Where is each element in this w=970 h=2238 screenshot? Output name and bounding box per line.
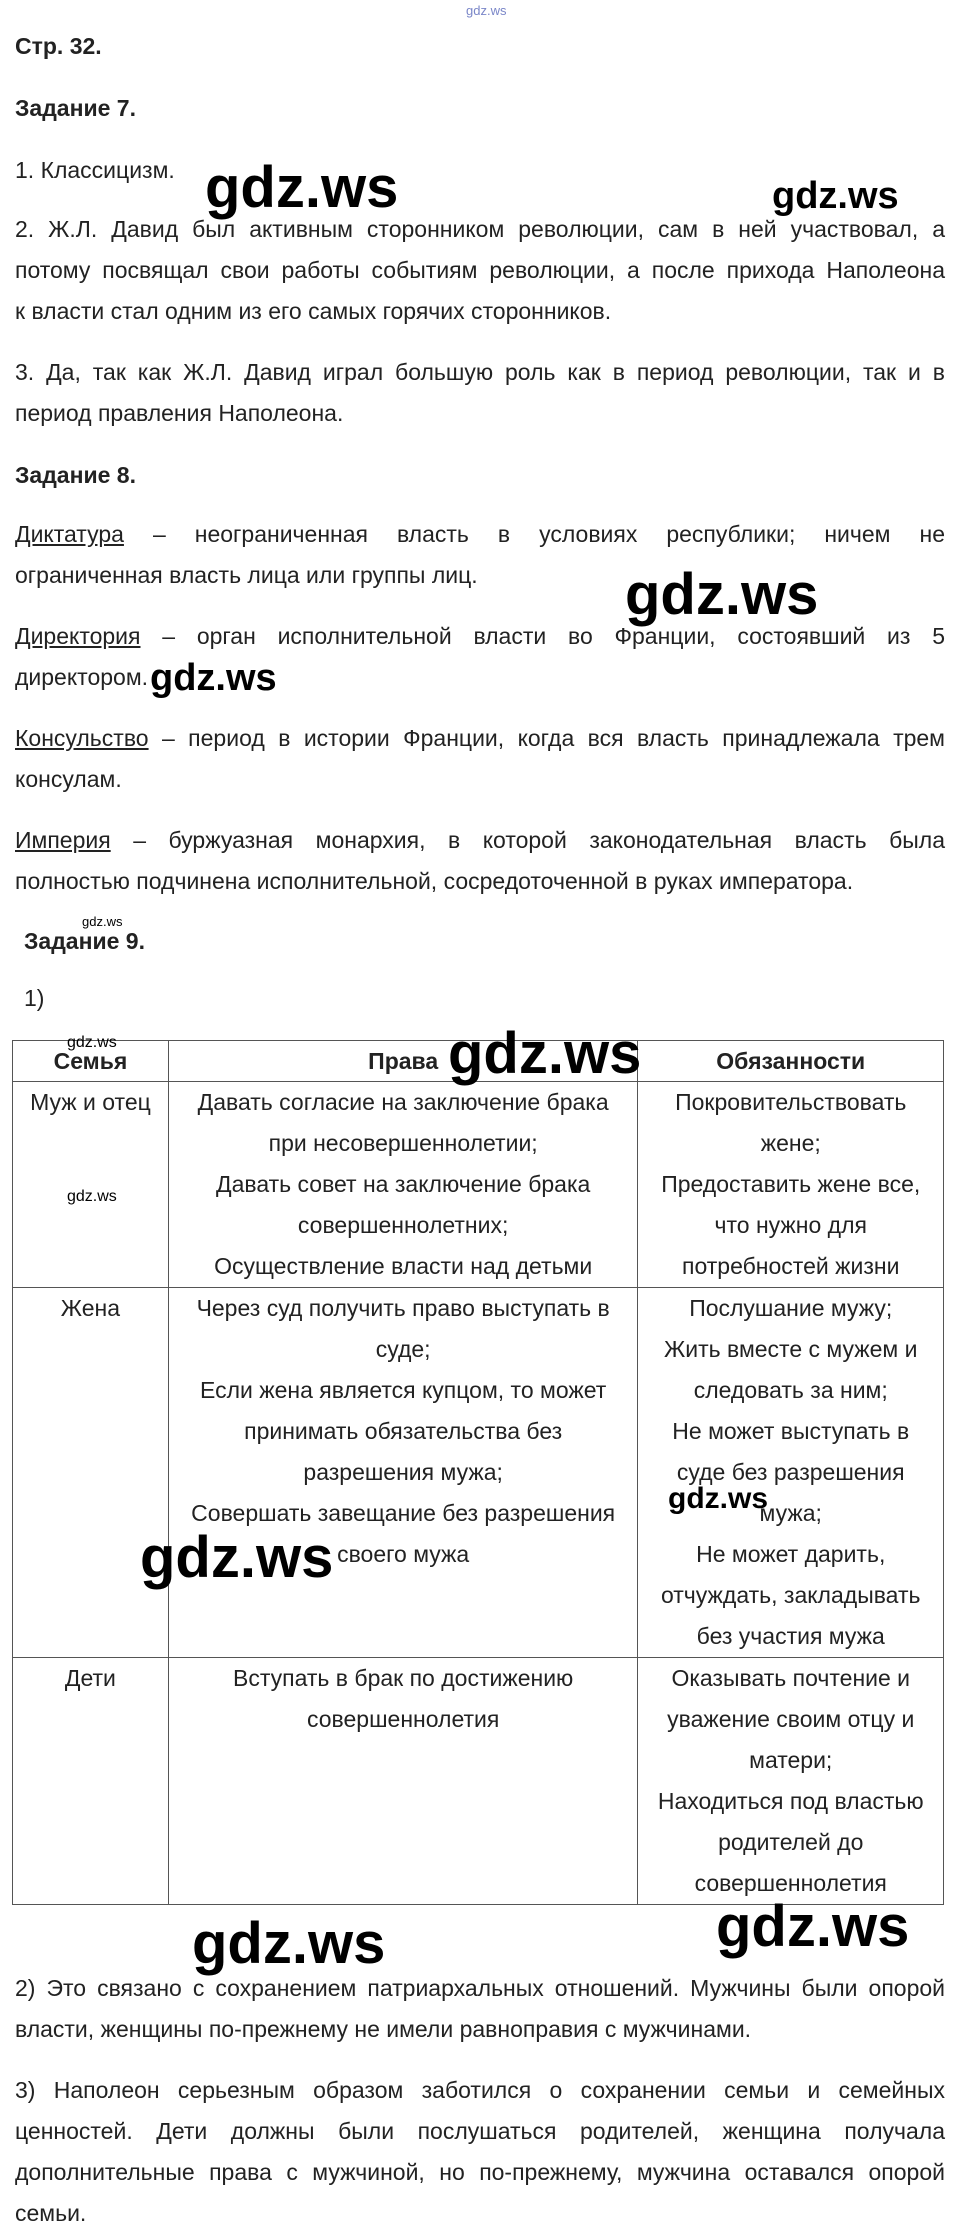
term-dictatorship: Диктатура xyxy=(15,521,124,547)
term-empire-line1: Империя – буржуазная монархия, в которой законодательная власть была xyxy=(15,827,945,853)
term-empire: Империя xyxy=(15,827,111,853)
term-dictatorship-line2: ограниченная власть лица или группы лиц. xyxy=(15,562,478,588)
task9-part3-line2: ценностей. Дети должны были послушаться родителей, женщина получала xyxy=(15,2118,945,2144)
column-header-family: Семья xyxy=(13,1041,169,1082)
cell-family-member: Жена xyxy=(13,1288,169,1658)
cell-duties: Покровительствовать жене; Предоставить жене все, что нужно для потребностей жизни xyxy=(638,1082,944,1288)
term-directory-line2: директором. xyxy=(15,664,149,690)
column-header-rights: Права xyxy=(168,1041,638,1082)
term-consulate-line1: Консульство – период в истории Франции, когда вся власть принадлежала трем xyxy=(15,725,945,751)
cell-family-member: Муж и отец xyxy=(13,1082,169,1288)
watermark: gdz.ws xyxy=(625,562,819,627)
watermark: gdz.ws xyxy=(772,175,899,217)
cell-rights: Давать согласие на заключение брака при несовершеннолетии; Давать совет на заключение брака совершеннолетних; Осуществление власти над детьми xyxy=(168,1082,638,1288)
task7-item2-line2: потому посвящал свои работы событиям революции, а после прихода Наполеона xyxy=(15,257,945,283)
task8-title: Задание 8. xyxy=(15,462,136,488)
watermark: gdz.ws xyxy=(716,1894,910,1959)
cell-rights: Вступать в брак по достижению совершеннолетия xyxy=(168,1658,638,1905)
watermark: gdz.ws xyxy=(192,1911,386,1976)
task9-part3-line3: дополнительные права с мужчиной, но по-прежнему, мужчина оставался опорой xyxy=(15,2159,945,2185)
watermark: gdz.ws xyxy=(82,914,123,929)
task7-title: Задание 7. xyxy=(15,95,136,121)
task7-item3-line1: 3. Да, так как Ж.Л. Давид играл большую роль как в период революции, так и в xyxy=(15,359,945,385)
task7-item2-line1: 2. Ж.Л. Давид был активным сторонником революции, сам в ней участвовал, а xyxy=(15,216,945,242)
watermark: gdz.ws xyxy=(67,1188,117,1205)
watermark: gdz.ws xyxy=(205,155,399,220)
cell-duties: Послушание мужу; Жить вместе с мужем и следовать за ним; Не может выступать в суде без разрешения мужа; Не может дарить, отчуждать, закладывать без участия мужа xyxy=(638,1288,944,1658)
page-reference: Стр. 32. xyxy=(15,33,102,59)
term-directory: Директория xyxy=(15,623,141,649)
watermark: gdz.ws xyxy=(150,657,277,699)
table-row xyxy=(13,1658,944,1905)
task9-part1-label: 1) xyxy=(24,985,45,1011)
watermark: gdz.ws xyxy=(668,1482,769,1515)
watermark: gdz.ws xyxy=(67,1034,117,1051)
cell-family-member: Дети xyxy=(13,1658,169,1905)
task7-item2-line3: к власти стал одним из его самых горячих сторонников. xyxy=(15,298,612,324)
term-directory-line1: Директория – орган исполнительной власти во Франции, состоявший из 5 xyxy=(15,623,945,649)
task9-part2-line2: власти, женщины по-прежнему не имели равноправия с мужчинами. xyxy=(15,2016,752,2042)
watermark: gdz.ws xyxy=(448,1021,642,1086)
family-rights-table xyxy=(12,1040,944,1905)
term-dictatorship-line1: Диктатура – неограниченная власть в условиях республики; ничем не xyxy=(15,521,945,547)
table-row xyxy=(13,1288,944,1658)
cell-rights: Через суд получить право выступать в суде; Если жена является купцом, то может принимать обязательства без разрешения мужа; Совершать завещание без разрешения своего мужа xyxy=(168,1288,638,1658)
table-row xyxy=(13,1082,944,1288)
watermark: gdz.ws xyxy=(140,1525,334,1590)
cell-duties: Оказывать почтение и уважение своим отцу и матери; Находиться под властью родителей до совершеннолетия xyxy=(638,1658,944,1905)
term-consulate: Консульство xyxy=(15,725,149,751)
header-watermark: gdz.ws xyxy=(466,3,507,18)
task7-item3-line2: период правления Наполеона. xyxy=(15,400,344,426)
task7-item1: 1. Классицизм. xyxy=(15,157,175,183)
task9-part3-line1: 3) Наполеон серьезным образом заботился о сохранении семьи и семейных xyxy=(15,2077,945,2103)
term-consulate-line2: консулам. xyxy=(15,766,122,792)
term-empire-line2: полностью подчинена исполнительной, сосредоточенной в руках императора. xyxy=(15,868,854,894)
task9-part2-line1: 2) Это связано с сохранением патриархальных отношений. Мужчины были опорой xyxy=(15,1975,945,2001)
task9-title: Задание 9. xyxy=(24,928,145,954)
task9-part3-line4: семьи. xyxy=(15,2200,87,2226)
column-header-duties: Обязанности xyxy=(638,1041,944,1082)
